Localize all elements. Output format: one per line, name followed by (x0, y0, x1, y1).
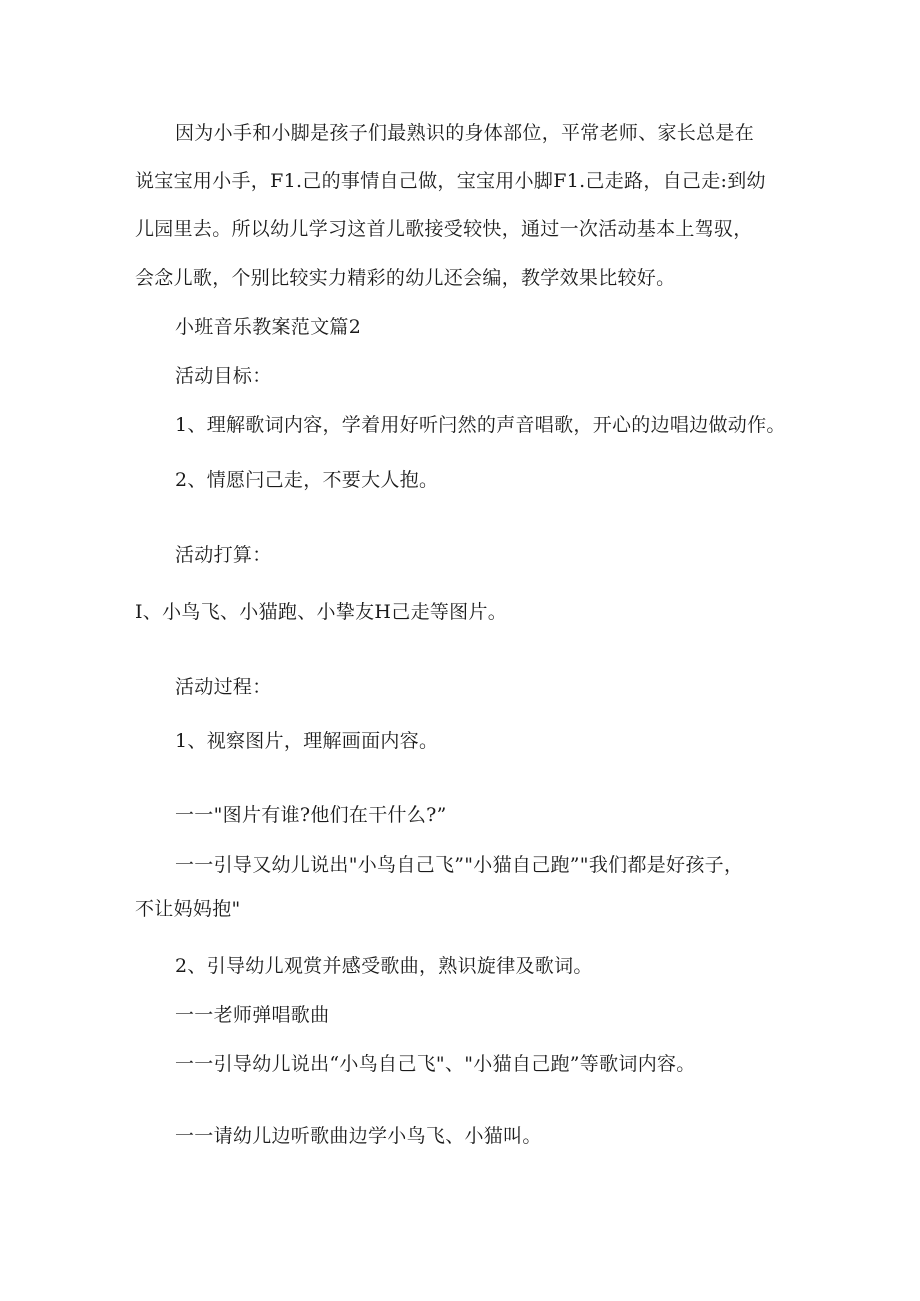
prep-item-1: I、小鸟飞、小猫跑、小挚友H己走等图片。 (135, 601, 508, 623)
step-1-guide-line-2: 不让妈妈抱" (135, 898, 241, 920)
goal-item-1: 1、理解歌词内容，学着用好听闩然的声音唱歌，开心的边唱边做动作。 (175, 414, 786, 436)
process-heading: 活动过程： (175, 676, 272, 698)
step-2-b: 一一引导幼儿说出“小鸟自己飞"、"小猫自己跑”等歌词内容。 (175, 1053, 696, 1075)
intro-line-1: 因为小手和小脚是孩子们最熟识的身体部位，平常老师、家长总是在 (175, 122, 755, 144)
section-title: 小班音乐教案范文篇2 (175, 316, 362, 338)
goal-item-2: 2、情愿闩己走，不要大人抱。 (175, 469, 439, 491)
step-2-a: 一一老师弹唱歌曲 (175, 1004, 330, 1026)
step-1: 1、视察图片，理解画面内容。 (175, 730, 439, 752)
prep-heading: 活动打算： (175, 544, 272, 566)
step-1-question: 一一"图片有谁?他们在干什么?” (175, 804, 447, 826)
step-2-c: 一一请幼儿边听歌曲边学小鸟飞、小猫叫。 (175, 1125, 542, 1147)
step-2: 2、引导幼儿观赏并感受歌曲，熟识旋律及歌词。 (175, 955, 593, 977)
step-1-guide-line-1: 一一引导又幼儿说出"小鸟自己飞”"小猫自己跑”"我们都是好孩子， (175, 854, 744, 876)
intro-line-3: 儿园里去。所以幼儿学习这首儿歌接受较快，通过一次活动基本上驾驭， (135, 218, 753, 240)
intro-line-2: 说宝宝用小手，F1.己的事情自己做，宝宝用小脚F1.己走路，自己走:到幼 (135, 170, 766, 192)
intro-line-4: 会念儿歌，个别比较实力精彩的幼儿还会编，教学效果比较好。 (135, 267, 676, 289)
goal-heading: 活动目标： (175, 365, 272, 387)
